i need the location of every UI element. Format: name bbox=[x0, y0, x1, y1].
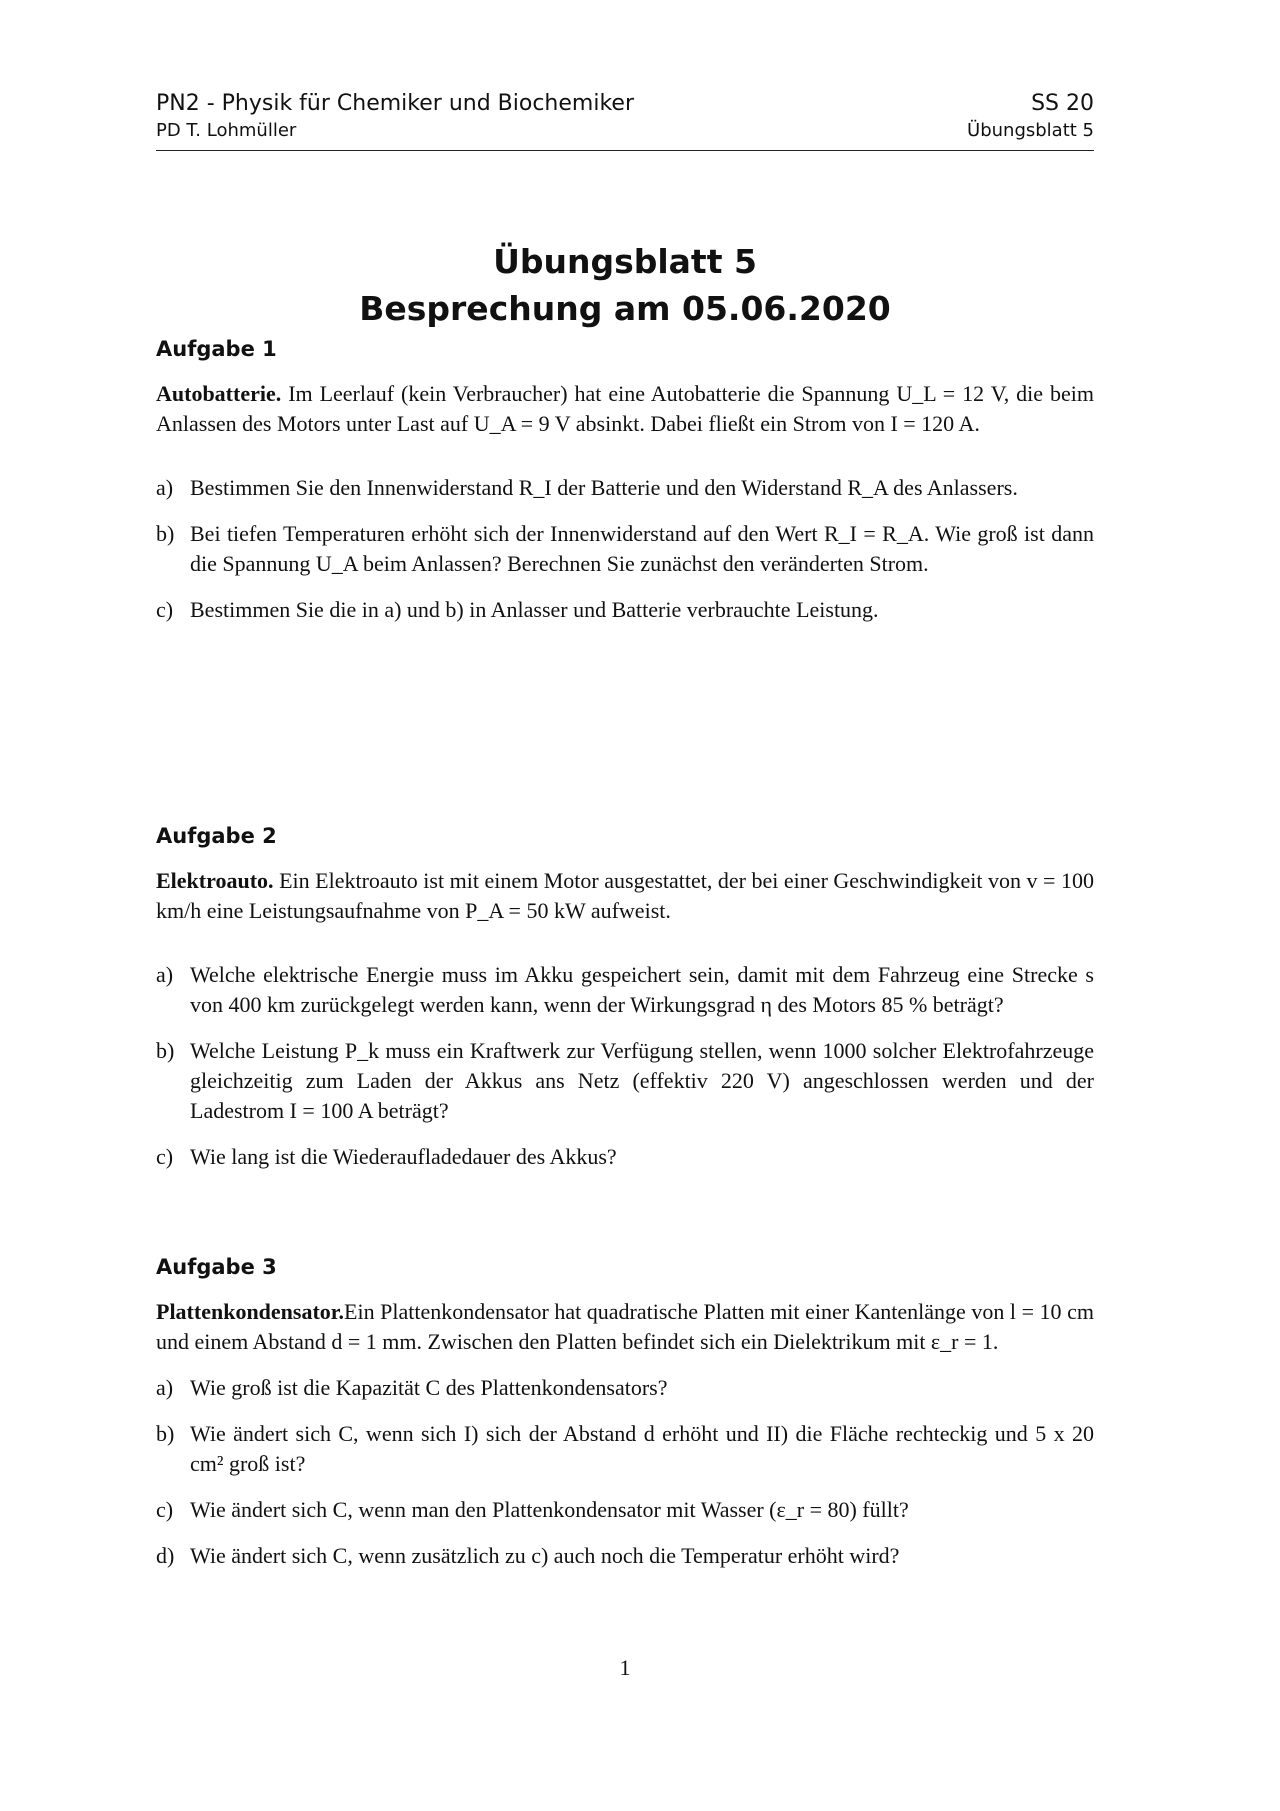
task-heading: Aufgabe 3 bbox=[156, 1255, 277, 1279]
subitem-label: b) bbox=[156, 1038, 175, 1063]
subitem-c bbox=[156, 1495, 1094, 1525]
page-header bbox=[156, 90, 1094, 151]
task-2 bbox=[156, 822, 1094, 1188]
subitem-text: Welche Leistung P_k muss ein Kraftwerk zur Verfügung stellen, wenn 1000 solcher Elektrofahrzeuge gleichzeitig zum Laden der Akkus ans Netz (effektiv 220 V) angeschlossen werden und der Ladestrom I = 100 A beträgt? bbox=[190, 1038, 1094, 1123]
subitem-text: Wie lang ist die Wiederaufladedauer des Akkus? bbox=[190, 1144, 617, 1169]
title-line-2: Besprechung am 05.06.2020 bbox=[359, 289, 891, 328]
task-intro-title: Plattenkondensator. bbox=[156, 1299, 345, 1324]
subitem-label: a) bbox=[156, 962, 174, 987]
subitem-text: Wie groß ist die Kapazität C des Plattenkondensators? bbox=[190, 1375, 668, 1400]
subitem-label: a) bbox=[156, 1375, 174, 1400]
task-subitems bbox=[156, 1373, 1094, 1571]
task-heading: Aufgabe 1 bbox=[156, 337, 277, 361]
subitem-label: b) bbox=[156, 521, 175, 546]
subitem-label: c) bbox=[156, 1497, 174, 1522]
task-1 bbox=[156, 335, 1094, 641]
subitem-a bbox=[156, 473, 1094, 503]
sheet-label: Übungsblatt 5 bbox=[967, 120, 1094, 141]
task-intro-title: Elektroauto. bbox=[156, 868, 274, 893]
task-intro bbox=[156, 1297, 1094, 1357]
title-line-1: Übungsblatt 5 bbox=[493, 242, 757, 281]
subitem-a bbox=[156, 960, 1094, 1020]
subitem-c bbox=[156, 1142, 1094, 1172]
task-intro-text: Ein Plattenkondensator hat quadratische Platten mit einer Kantenlänge von l = 10 cm und einem Abstand d = 1 mm. Zwischen den Platten befindet sich ein Dielektrikum mit ε_r = 1. bbox=[156, 1299, 1094, 1354]
subitem-text: Bestimmen Sie die in a) und b) in Anlasser und Batterie verbrauchte Leistung. bbox=[190, 597, 879, 622]
task-subitems bbox=[156, 960, 1094, 1172]
header-left bbox=[156, 90, 634, 144]
subitem-b bbox=[156, 519, 1094, 579]
subitem-a bbox=[156, 1373, 1094, 1403]
task-intro-title: Autobatterie. bbox=[156, 381, 282, 406]
subitem-label: c) bbox=[156, 1144, 174, 1169]
subitem-label: d) bbox=[156, 1543, 175, 1568]
task-intro-text: Im Leerlauf (kein Verbraucher) hat eine Autobatterie die Spannung U_L = 12 V, die beim Anlassen des Motors unter Last auf U_A = 9 V absinkt. Dabei fließt ein Strom von I = 120 A. bbox=[156, 381, 1094, 436]
document-page bbox=[156, 0, 1094, 1811]
task-heading: Aufgabe 2 bbox=[156, 824, 277, 848]
subitem-text: Bei tiefen Temperaturen erhöht sich der Innenwiderstand auf den Wert R_I = R_A. Wie groß ist dann die Spannung U_A beim Anlassen? Berechnen Sie zunächst den veränderten Strom. bbox=[190, 521, 1094, 576]
task-intro bbox=[156, 379, 1094, 439]
subitem-text: Wie ändert sich C, wenn sich I) sich der Abstand d erhöht und II) die Fläche rechteckig und 5 x 20 cm² groß ist? bbox=[190, 1421, 1094, 1476]
task-subitems bbox=[156, 473, 1094, 625]
page-title bbox=[156, 238, 1094, 332]
page-number: 1 bbox=[619, 1655, 631, 1680]
course-title: PN2 - Physik für Chemiker und Biochemiker bbox=[156, 91, 634, 116]
task-intro-text: Ein Elektroauto ist mit einem Motor ausgestattet, der bei einer Geschwindigkeit von v = 100 km/h eine Leistungsaufnahme von P_A = 50 kW aufweist. bbox=[156, 868, 1094, 923]
subitem-b bbox=[156, 1419, 1094, 1479]
subitem-text: Bestimmen Sie den Innenwiderstand R_I der Batterie und den Widerstand R_A des Anlassers. bbox=[190, 475, 1018, 500]
subitem-text: Wie ändert sich C, wenn zusätzlich zu c) auch noch die Temperatur erhöht wird? bbox=[190, 1543, 900, 1568]
subitem-c bbox=[156, 595, 1094, 625]
subitem-label: b) bbox=[156, 1421, 175, 1446]
task-intro bbox=[156, 866, 1094, 926]
subitem-text: Wie ändert sich C, wenn man den Plattenkondensator mit Wasser (ε_r = 80) füllt? bbox=[190, 1497, 909, 1522]
subitem-label: c) bbox=[156, 597, 174, 622]
task-3 bbox=[156, 1253, 1094, 1587]
semester-label: SS 20 bbox=[1031, 91, 1094, 116]
lecturer-name: PD T. Lohmüller bbox=[156, 120, 297, 141]
header-right bbox=[967, 90, 1094, 144]
subitem-label: a) bbox=[156, 475, 174, 500]
subitem-d bbox=[156, 1541, 1094, 1571]
subitem-text: Welche elektrische Energie muss im Akku gespeichert sein, damit mit dem Fahrzeug eine Strecke s von 400 km zurückgelegt werden kann, wenn der Wirkungsgrad η des Motors 85 % beträgt? bbox=[190, 962, 1094, 1017]
subitem-b bbox=[156, 1036, 1094, 1126]
